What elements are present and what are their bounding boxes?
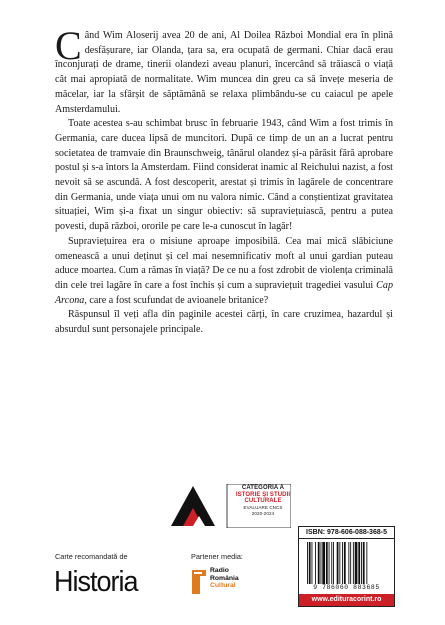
badge-field-2: CULTURALE: [244, 498, 282, 505]
back-cover-text: [55, 23, 393, 338]
badge-period: 2020-2024: [251, 511, 275, 517]
paragraph-3-text-b: , care a fost scufundat de avioanele britanice?: [84, 294, 269, 306]
barcode: [305, 542, 389, 586]
media-partner-label: Partener media:: [191, 552, 243, 561]
radio-line-3: Cultural: [210, 582, 236, 590]
badge-field-1: ISTORIE ȘI STUDII: [235, 491, 291, 498]
paragraph-1-text: ând Wim Aloserij avea 20 de ani, Al Doilea Război Mondial era în plină desfășurare, iar Olanda, țara sa, era ocupată de germani. Chiar dacă erau înconjurați de drame, tinerii olandezi aveau planuri, încercând să trăiască o viață cât mai apropiată de normalitate. Wim muncea din greu ca să învețe meseria de măcelar, iar la sfârșit de săptămână se relaxa plimbându-se cu caiacul pe apele Amsterdamului.: [55, 30, 393, 115]
isbn-box: [298, 526, 395, 607]
paragraph-2: Toate acestea s-au schimbat brusc în februarie 1943, când Wim a fost trimis în Germania, care ducea lipsă de muncitori. După ce timp de un an a lucrat pentru societatea de tramvaie din Braunschweig, tânărul olandez și-a părăsit fără aprobare postul și s-a întors la Amsterdam. Fiind considerat inamic al Reichului nazist, a fost nevoit să se ascundă. A fost descoperit, arestat și trimis în lagărele de concentrare din Germania, unde viața unui om nu valora nimic. Când a conștientizat gravitatea situației, Wim și-a fixat un singur obiectiv: să supraviețuiască, pentru a putea povesti, după război, ororile pe care le-a cunoscut în lagăr!: [55, 118, 393, 233]
badge-category: CATEGORIA A: [241, 485, 285, 491]
paragraph-1: [55, 23, 393, 117]
drop-cap: C: [55, 23, 82, 68]
isbn-label: ISBN: 978-606-088-368-5: [299, 527, 394, 539]
barcode-digits: 9 786060 883685: [299, 584, 394, 591]
paragraph-3-text-a: Supraviețuirea era o misiune aproape imposibilă. Cea mai mică slăbiciune omenească a unui deținut și cel mai nesemnificativ moft al unui gardian puteau aduce moartea. Cum a rămas în viață? De ce nu a fost zdrobit de violența criminală din cele trei lagăre în care a fost închis și cum a supraviețuit tragediei vasului: [55, 235, 393, 291]
radio-line-1: Radio: [210, 567, 229, 574]
publisher-website: www.edituracorint.ro: [299, 594, 394, 606]
radio-line-2: România: [210, 574, 239, 582]
radio-logo-text: [210, 567, 239, 590]
paragraph-3: [55, 235, 393, 309]
paragraph-4: Răspunsul îl veți afla din paginile acestei cărți, în care cruzimea, hazardul și absurdul sunt personajele principale.: [55, 309, 393, 336]
recommended-label: Carte recomandată de: [55, 552, 128, 561]
historia-logo: Historia: [54, 566, 138, 598]
badge-eval: EVALUARE CNCS: [243, 504, 283, 510]
badge-text: [227, 485, 299, 518]
ship-name: Cap Arcona: [55, 279, 393, 306]
